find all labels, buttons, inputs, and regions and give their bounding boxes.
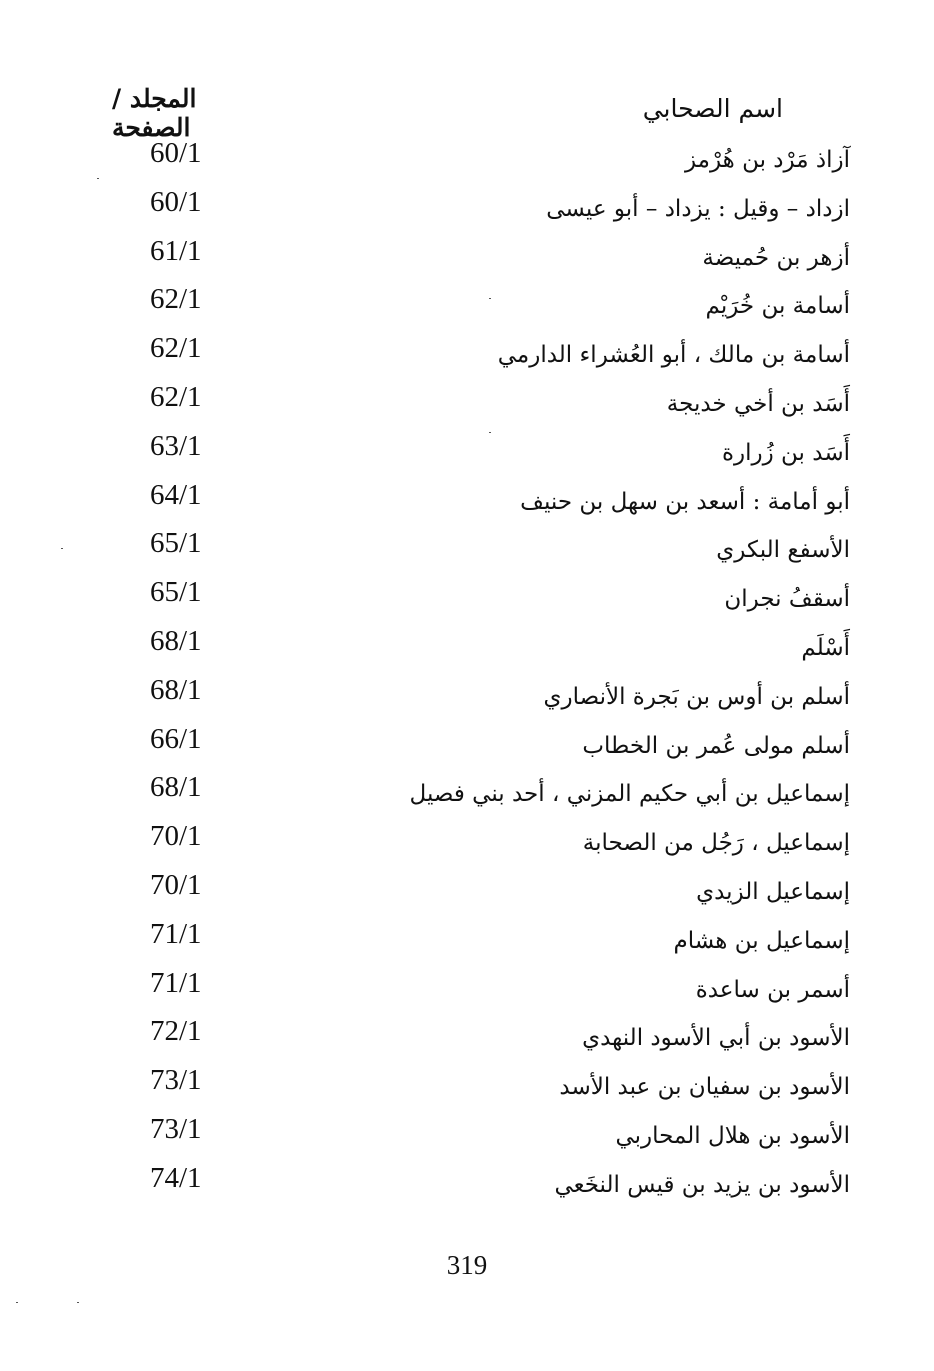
entry-name: أسمر بن ساعدة: [695, 976, 850, 1003]
list-item: [0, 915, 934, 964]
list-item: [0, 232, 934, 281]
scan-speck: [61, 548, 63, 549]
entry-name: أَسَد بن زُرارة: [721, 439, 850, 466]
entry-reference: 68/1: [150, 624, 202, 657]
entry-name: الأسود بن هلال المحاربي: [615, 1122, 850, 1149]
entry-name: أسامة بن مالك ، أبو العُشراء الدارمي: [497, 342, 850, 369]
entry-reference: 71/1: [150, 966, 202, 999]
entry-reference: 63/1: [150, 429, 202, 462]
list-item: [0, 378, 934, 427]
entry-reference: 73/1: [150, 1064, 202, 1097]
entry-name: أسلم مولى عُمر بن الخطاب: [582, 732, 850, 759]
list-item: [0, 329, 934, 378]
list-item: [0, 768, 934, 817]
list-item: [0, 964, 934, 1013]
table-header: [0, 84, 934, 142]
list-item: [0, 524, 934, 573]
entry-name: الأسفع البكري: [716, 537, 850, 564]
entry-reference: 70/1: [150, 820, 202, 853]
list-item: [0, 573, 934, 622]
entry-name: الأسود بن يزيد بن قيس النخَعي: [554, 1171, 850, 1198]
entry-reference: 71/1: [150, 917, 202, 950]
entries-list: [0, 134, 934, 1208]
entry-reference: 68/1: [150, 771, 202, 804]
entry-reference: 74/1: [150, 1161, 202, 1194]
entry-reference: 73/1: [150, 1112, 202, 1145]
entry-name: أسامة بن خُرَيْم: [705, 293, 850, 320]
entry-reference: 68/1: [150, 673, 202, 706]
entry-reference: 65/1: [150, 576, 202, 609]
entry-name: أزهر بن حُميضة: [702, 244, 850, 271]
companion-name-column-heading: اسم الصحابي: [642, 94, 783, 123]
list-item: [0, 1061, 934, 1110]
entry-name: أسلم بن أوس بن بَجرة الأنصاري: [543, 683, 850, 710]
entry-reference: 65/1: [150, 527, 202, 560]
entry-name: الأسود بن سفيان بن عبد الأسد: [559, 1074, 850, 1101]
scan-speck: [97, 178, 99, 179]
entry-name: إسماعيل بن هشام: [673, 927, 850, 954]
list-item: [0, 280, 934, 329]
list-item: [0, 476, 934, 525]
entry-reference: 62/1: [150, 380, 202, 413]
entry-reference: 62/1: [150, 283, 202, 316]
entry-reference: 60/1: [150, 137, 202, 169]
entry-name: أَسْلَم: [801, 634, 850, 661]
entry-name: آزاذ مَرْد بن هُرْمز: [684, 147, 850, 173]
list-item: [0, 427, 934, 476]
entry-name: الأسود بن أبي الأسود النهدي: [582, 1025, 850, 1052]
list-item: [0, 134, 934, 183]
list-item: [0, 1012, 934, 1061]
entry-reference: 72/1: [150, 1015, 202, 1048]
entry-name: إسماعيل ، رَجُل من الصحابة: [582, 830, 850, 857]
list-item: [0, 720, 934, 769]
entry-reference: 60/1: [150, 185, 202, 218]
entry-name: أسقفُ نجران: [724, 586, 850, 613]
entry-reference: 70/1: [150, 868, 202, 901]
volume-page-column-heading: المجلد / الصفحة: [112, 84, 197, 142]
scan-speck: [16, 1302, 18, 1303]
scan-speck: [489, 432, 491, 433]
entry-name: إسماعيل الزيدي: [696, 878, 850, 905]
page-number: 319: [446, 1250, 488, 1280]
list-item: [0, 1159, 934, 1208]
entry-name: أبو أمامة : أسعد بن سهل بن حنيف: [520, 488, 850, 515]
scan-speck: [489, 298, 491, 299]
entry-reference: 61/1: [150, 234, 202, 267]
list-item: [0, 671, 934, 720]
entry-reference: 66/1: [150, 722, 202, 755]
entry-name: ازداد – وقيل : يزداد – أبو عيسى: [546, 195, 850, 222]
scan-speck: [77, 1302, 79, 1303]
entry-reference: 62/1: [150, 332, 202, 365]
list-item: [0, 183, 934, 232]
list-item: [0, 1110, 934, 1159]
list-item: [0, 866, 934, 915]
entry-reference: 64/1: [150, 478, 202, 511]
entry-name: أَسَد بن أخي خديجة: [666, 390, 850, 417]
list-item: [0, 817, 934, 866]
entry-name: إسماعيل بن أبي حكيم المزني ، أحد بني فصيل: [409, 781, 850, 808]
list-item: [0, 622, 934, 671]
